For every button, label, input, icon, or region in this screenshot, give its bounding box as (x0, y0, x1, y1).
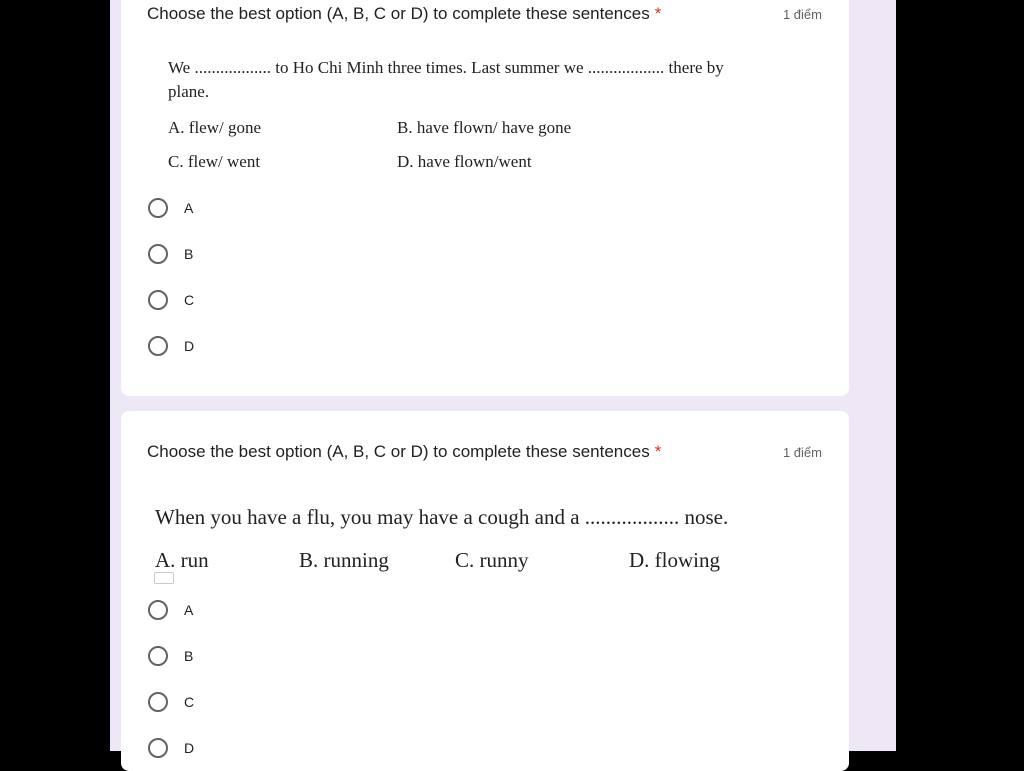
required-asterisk: * (654, 442, 662, 461)
points-label: 1 điểm (782, 7, 822, 22)
radio-button-icon[interactable] (148, 290, 168, 310)
required-asterisk: * (654, 4, 662, 23)
option-text-b: B. have flown/ have gone (397, 118, 572, 137)
option-text-c: C. runny (455, 548, 529, 572)
radio-button-icon[interactable] (148, 336, 168, 356)
radio-button-icon[interactable] (148, 244, 168, 264)
question-stem: When you have a flu, you may have a cough and a .................. nose. (155, 505, 729, 529)
choice-label: D (184, 740, 195, 756)
option-text-a: A. run (155, 548, 209, 572)
choice-label: B (184, 246, 194, 262)
choice-label: A (184, 200, 194, 216)
question-title (147, 4, 661, 24)
question-card-1 (121, 0, 849, 396)
option-text-d: D. have flown/went (397, 152, 532, 171)
points-label: 1 điểm (782, 445, 822, 460)
choice-label: D (184, 338, 195, 354)
choice-label: C (184, 694, 195, 710)
radio-button-icon[interactable] (148, 738, 168, 758)
question-title-text: Choose the best option (A, B, C or D) to complete these sentences (147, 442, 650, 461)
option-text-a: A. flew/ gone (168, 118, 262, 137)
option-text-b: B. running (299, 548, 389, 572)
radio-button-icon[interactable] (148, 646, 168, 666)
question-stem-line-1: We .................. to Ho Chi Minh three times. Last summer we .................. there by (168, 58, 724, 77)
radio-button-icon[interactable] (148, 198, 168, 218)
question-stem-line-2: plane. (168, 82, 210, 101)
question-title (147, 442, 661, 462)
radio-button-icon[interactable] (148, 692, 168, 712)
paste-options-icon (154, 572, 174, 584)
option-text-d: D. flowing (629, 548, 720, 572)
choice-label: C (184, 292, 195, 308)
choice-label: B (184, 648, 194, 664)
radio-button-icon[interactable] (148, 600, 168, 620)
choice-label: A (184, 602, 194, 618)
question-title-text: Choose the best option (A, B, C or D) to complete these sentences (147, 4, 650, 23)
question-card-2 (121, 411, 849, 771)
option-text-c: C. flew/ went (168, 152, 261, 171)
